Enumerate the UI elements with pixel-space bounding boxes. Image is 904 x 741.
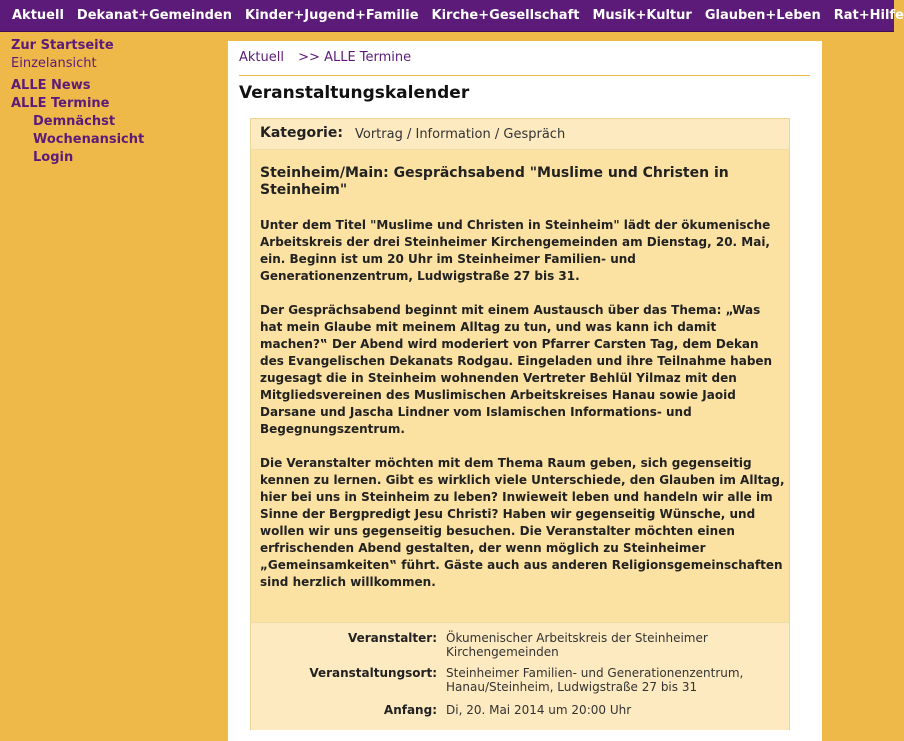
detail-value: Di, 20. Mai 2014 um 20:00 Uhr (446, 703, 632, 717)
top-navigation (0, 0, 904, 32)
event-description (260, 217, 785, 608)
event-paragraph: Der Gesprächsabend beginnt mit einem Austausch über das Thema: „Was hat mein Glaube mit meinem Alltag zu tun, und was kann ich damit machen?‟ Der Abend wird moderiert von Pfarrer Carsten Tag, dem Dekan des Evangelischen Dekanats Rodgau. Eingeladen und ihre Teilnahme haben zugesagt die in Steinheim wohnenden Vertreter Behlül Yilmaz mit den Mitgliedsvereinen des Muslimischen Arbeitskreises Hanau sowie Jaoid Darsane und Jascha Lindner vom Islamischen Informations- und Begegnungszentrum. (260, 303, 773, 436)
detail-value: Steinheimer Familien- und Generationenzentrum, Hanau/Steinheim, Ludwigstraße 27 bis 31 (446, 666, 744, 694)
breadcrumb-link-aktuell[interactable]: Aktuell (239, 50, 284, 65)
event-paragraph: Unter dem Titel "Muslime und Christen in Steinheim" lädt der ökumenische Arbeitskreis der drei Steinheimer Kirchengemeinden am Dienstag, 20. Mai, ein. Beginn ist um 20 Uhr im Steinheimer Familien- und Generationenzentrum, Ludwigstraße 27 bis 31. (260, 218, 771, 283)
category-value: Vortrag / Information / Gespräch (355, 127, 566, 142)
nav-item-musik-kultur[interactable]: Musik+Kultur (592, 8, 692, 23)
sidebar (11, 37, 216, 167)
nav-item-aktuell[interactable]: Aktuell (12, 8, 64, 23)
nav-item-rat-hilfe[interactable]: Rat+Hilfe (833, 8, 904, 23)
sidebar-item-home[interactable]: Zur Startseite (11, 38, 114, 53)
sidebar-item-login[interactable]: Login (33, 150, 74, 165)
divider (239, 75, 810, 76)
event-title: Steinheim/Main: Gesprächsabend "Muslime und Christen in Steinheim" (260, 165, 729, 198)
nav-item-glauben-leben[interactable]: Glauben+Leben (704, 8, 821, 23)
nav-item-kirche-gesellschaft[interactable]: Kirche+Gesellschaft (431, 8, 580, 23)
detail-label: Veranstalter: (347, 631, 437, 645)
sidebar-item-single-view[interactable]: Einzelansicht (11, 56, 97, 71)
sidebar-item-upcoming[interactable]: Demnächst (33, 114, 116, 129)
detail-label: Veranstaltungsort: (309, 666, 437, 680)
detail-value: Ökumenischer Arbeitskreis der Steinheimer Kirchengemeinden (446, 631, 708, 659)
breadcrumb-link-all-events[interactable]: ALLE Termine (324, 50, 412, 65)
event-details (251, 622, 789, 730)
detail-label: Anfang: (383, 703, 437, 717)
event-card (250, 118, 790, 730)
sidebar-item-week-view[interactable]: Wochenansicht (33, 132, 145, 147)
sidebar-item-all-events[interactable]: ALLE Termine (11, 96, 110, 111)
page-title: Veranstaltungskalender (239, 83, 470, 103)
breadcrumb (239, 50, 411, 65)
nav-item-dekanat-gemeinden[interactable]: Dekanat+Gemeinden (76, 8, 233, 23)
event-paragraph: Die Veranstalter möchten mit dem Thema Raum geben, sich gegenseitig kennen zu lernen. Gibt es wirklich viele Unterschiede, den Glauben im Alltag, hier bei uns in Steinheim zu leben? Inwieweit leben und handeln wir alle im Sinne der Bergpredigt Jesu Christi? Haben wir gegenseitig Wünsche, und wollen wir uns gegenseitig besuchen. Die Veranstalter möchten einen erfrischenden Abend gestalten, der wenn möglich zu Steinheimer „Gemeinsamkeiten‟ führt. Gäste auch aus anderen Religionsgemeinschaften sind herzlich willkommen. (260, 456, 785, 589)
category-bar (251, 119, 789, 150)
breadcrumb-separator: >> (298, 50, 320, 65)
nav-item-kinder-jugend-familie[interactable]: Kinder+Jugend+Familie (245, 8, 419, 23)
sidebar-item-all-news[interactable]: ALLE News (11, 78, 91, 93)
category-label: Kategorie: (260, 125, 343, 141)
main-content (227, 41, 822, 741)
